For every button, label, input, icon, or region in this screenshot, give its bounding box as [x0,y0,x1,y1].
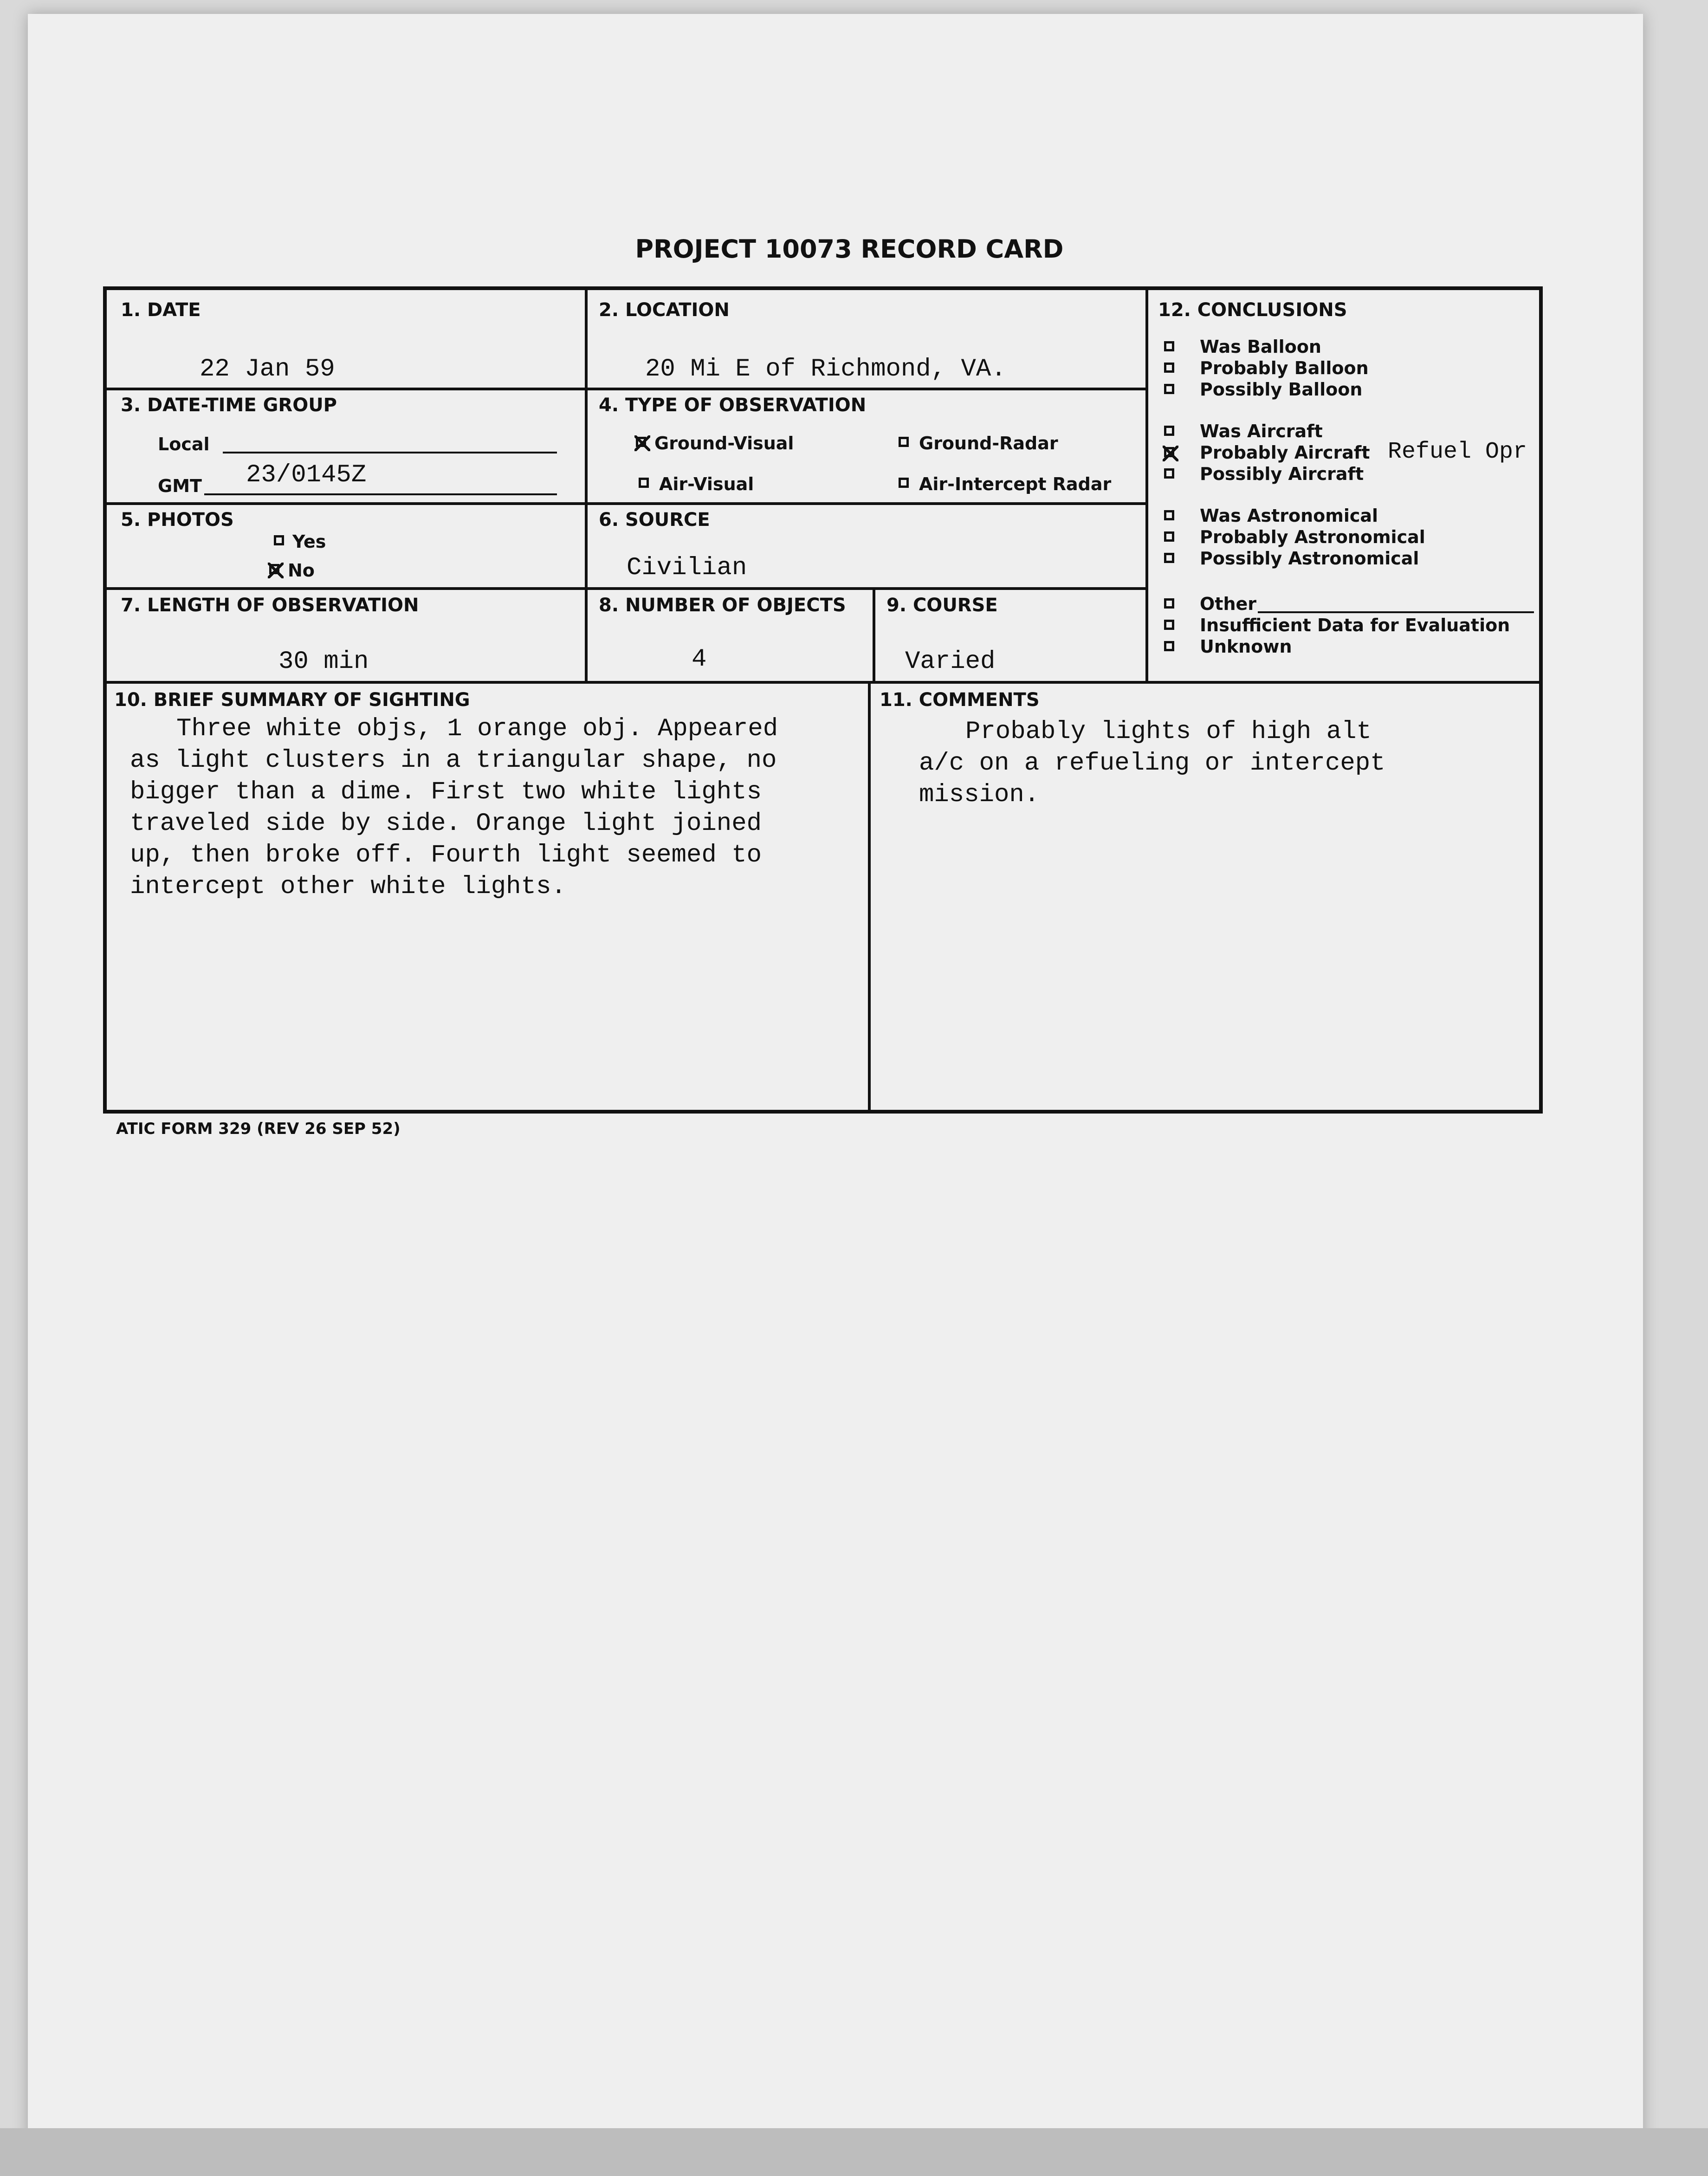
type-of-observation-label: 4. TYPE OF OBSERVATION [599,395,867,416]
page-title: PROJECT 10073 RECORD CARD [635,234,1064,264]
summary-line: intercept other white lights. [130,873,566,901]
photos-no-checkbox[interactable] [269,564,279,574]
source-value: Civilian [627,554,747,582]
was-balloon-label: Was Balloon [1200,337,1321,357]
photos-yes-checkbox[interactable] [274,535,284,545]
probably-astronomical-checkbox[interactable] [1164,531,1174,542]
insufficient-data-checkbox[interactable] [1164,620,1174,630]
summary-text [130,713,863,903]
divider [107,388,1145,390]
photos-label: 5. PHOTOS [121,509,234,531]
comments-text [919,716,1532,811]
probably-balloon-label: Probably Balloon [1200,358,1369,378]
other-underline [1258,611,1534,613]
form-id: ATIC FORM 329 (REV 26 SEP 52) [116,1120,401,1138]
divider [585,290,588,683]
divider [107,587,1145,590]
air-visual-checkbox[interactable] [639,478,649,488]
possibly-astronomical-label: Possibly Astronomical [1200,548,1419,569]
scan-edge [0,2128,1708,2176]
gmt-value: 23/0145Z [246,461,367,489]
number-of-objects-value: 4 [692,645,707,674]
comments-line: a/c on a refueling or intercept [919,749,1385,777]
summary-label: 10. BRIEF SUMMARY OF SIGHTING [114,689,470,711]
was-astronomical-label: Was Astronomical [1200,505,1378,526]
conclusions-label: 12. CONCLUSIONS [1158,299,1347,321]
comments-label: 11. COMMENTS [880,689,1040,711]
divider [1145,290,1148,683]
possibly-balloon-checkbox[interactable] [1164,384,1174,394]
probably-aircraft-note: Refuel Opr [1388,439,1527,465]
length-of-observation-label: 7. LENGTH OF OBSERVATION [121,595,419,616]
course-label: 9. COURSE [886,595,998,616]
unknown-label: Unknown [1200,636,1292,657]
probably-aircraft-label: Probably Aircraft [1200,442,1370,463]
ground-visual-label: Ground-Visual [654,433,794,453]
probably-balloon-checkbox[interactable] [1164,363,1174,373]
gmt-label: GMT [158,476,202,496]
unknown-checkbox[interactable] [1164,641,1174,651]
divider [107,502,1145,505]
was-astronomical-checkbox[interactable] [1164,510,1174,520]
source-label: 6. SOURCE [599,509,710,531]
comments-line: Probably lights of high alt [965,718,1372,746]
date-time-group-label: 3. DATE-TIME GROUP [121,395,337,416]
comments-line: mission. [919,781,1040,809]
ground-radar-label: Ground-Radar [919,433,1058,453]
air-intercept-radar-label: Air-Intercept Radar [919,474,1112,494]
local-label: Local [158,434,210,454]
course-value: Varied [905,648,996,676]
summary-line: traveled side by side. Orange light joined [130,810,762,838]
summary-line: bigger than a dime. First two white lights [130,778,762,806]
other-checkbox[interactable] [1164,598,1174,609]
record-card-form [103,286,1543,1114]
probably-astronomical-label: Probably Astronomical [1200,527,1425,547]
was-balloon-checkbox[interactable] [1164,341,1174,351]
location-value: 20 Mi E of Richmond, VA. [645,355,1006,383]
possibly-aircraft-label: Possibly Aircraft [1200,464,1364,484]
divider [868,683,871,1114]
photos-no-label: No [288,560,315,581]
gmt-underline [204,493,557,495]
was-aircraft-checkbox[interactable] [1164,426,1174,436]
possibly-astronomical-checkbox[interactable] [1164,553,1174,563]
divider [873,589,875,683]
possibly-balloon-label: Possibly Balloon [1200,379,1363,400]
summary-line: up, then broke off. Fourth light seemed to [130,841,762,869]
air-visual-label: Air-Visual [659,474,754,494]
air-intercept-radar-checkbox[interactable] [899,478,909,488]
other-label: Other [1200,594,1257,614]
summary-line: as light clusters in a triangular shape, no [130,746,777,775]
location-label: 2. LOCATION [599,299,730,321]
length-of-observation-value: 30 min [278,648,369,676]
date-label: 1. DATE [121,299,201,321]
insufficient-data-label: Insufficient Data for Evaluation [1200,615,1510,635]
probably-aircraft-checkbox[interactable] [1164,447,1174,457]
date-value: 22 Jan 59 [200,355,335,383]
number-of-objects-label: 8. NUMBER OF OBJECTS [599,595,846,616]
was-aircraft-label: Was Aircraft [1200,421,1323,441]
ground-radar-checkbox[interactable] [899,437,909,447]
local-underline [223,452,557,453]
summary-line: Three white objs, 1 orange obj. Appeared [176,715,778,743]
ground-visual-checkbox[interactable] [636,437,646,447]
possibly-aircraft-checkbox[interactable] [1164,468,1174,479]
photos-yes-label: Yes [292,531,326,552]
divider [107,681,1539,684]
